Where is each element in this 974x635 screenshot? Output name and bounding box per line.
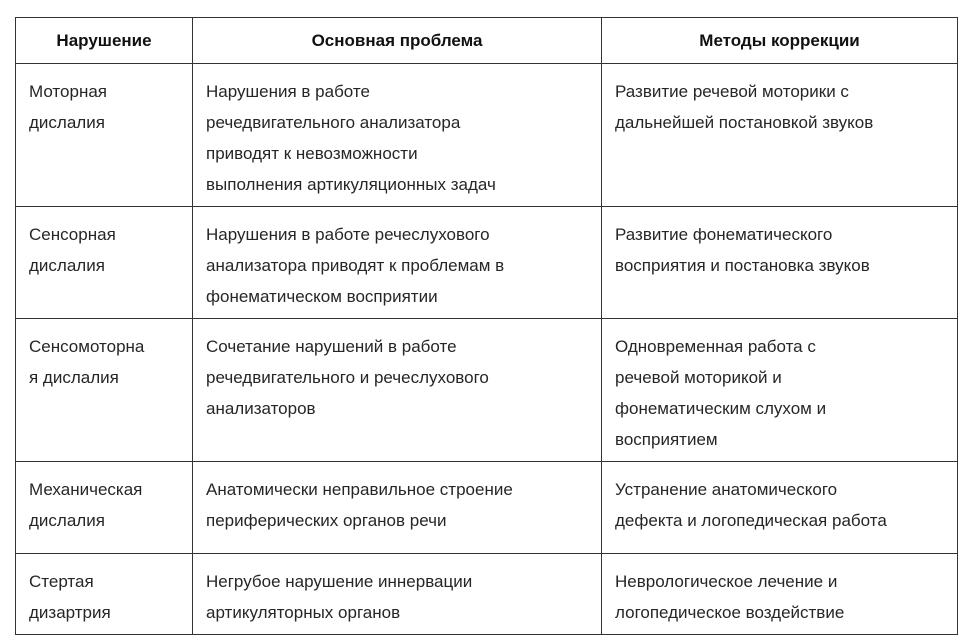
problem-cell: [193, 207, 602, 319]
cell-line: дефекта и логопедическая работа: [615, 511, 887, 530]
cell-line: речевой моторикой и: [615, 368, 782, 387]
cell-line: Механическая: [29, 480, 143, 499]
cell-line: Анатомически неправильное строение: [206, 480, 513, 499]
cell-line: дислалия: [29, 256, 105, 275]
cell-line: восприятия и постановка звуков: [615, 256, 870, 275]
cell-line: дальнейшей постановкой звуков: [615, 113, 874, 132]
cell-line: Нарушения в работе: [206, 82, 370, 101]
methods-cell: [602, 64, 958, 207]
disorder-cell: [16, 554, 193, 635]
table-row: [16, 554, 958, 635]
table-row: [16, 207, 958, 319]
cell-line: фонематическом восприятии: [206, 287, 438, 306]
methods-cell: [602, 207, 958, 319]
problem-cell: [193, 64, 602, 207]
table-row: [16, 462, 958, 554]
cell-line: дислалия: [29, 113, 105, 132]
disorder-cell: [16, 462, 193, 554]
header-correction-methods: Методы коррекции: [602, 18, 958, 64]
cell-line: восприятием: [615, 430, 718, 449]
table-row: [16, 319, 958, 462]
header-disorder: Нарушение: [16, 18, 193, 64]
problem-cell: [193, 319, 602, 462]
methods-cell: [602, 554, 958, 635]
cell-line: артикуляторных органов: [206, 603, 401, 622]
disorder-cell: [16, 207, 193, 319]
cell-line: Сенсомоторна: [29, 337, 145, 356]
cell-line: логопедическое воздействие: [615, 603, 845, 622]
cell-line: Сенсорная: [29, 225, 116, 244]
cell-line: фонематическим слухом и: [615, 399, 827, 418]
cell-line: выполнения артикуляционных задач: [206, 175, 496, 194]
methods-cell: [602, 462, 958, 554]
cell-line: Сочетание нарушений в работе: [206, 337, 457, 356]
header-row: [16, 18, 958, 64]
cell-line: речедвигательного анализатора: [206, 113, 461, 132]
cell-line: Негрубое нарушение иннервации: [206, 572, 473, 591]
cell-line: дислалия: [29, 511, 105, 530]
problem-cell: [193, 554, 602, 635]
cell-line: Нарушения в работе речеслухового: [206, 225, 490, 244]
cell-line: приводят к невозможности: [206, 144, 418, 163]
cell-line: анализатора приводят к проблемам в: [206, 256, 505, 275]
cell-line: Развитие речевой моторики с: [615, 82, 849, 101]
cell-line: Стертая: [29, 572, 94, 591]
disorder-cell: [16, 64, 193, 207]
table-row: [16, 64, 958, 207]
cell-line: я дислалия: [29, 368, 119, 387]
cell-line: Моторная: [29, 82, 107, 101]
header-main-problem: Основная проблема: [193, 18, 602, 64]
problem-cell: [193, 462, 602, 554]
cell-line: Одновременная работа с: [615, 337, 816, 356]
cell-line: дизартрия: [29, 603, 111, 622]
cell-line: периферических органов речи: [206, 511, 447, 530]
disorder-cell: [16, 319, 193, 462]
cell-line: речедвигательного и речеслухового: [206, 368, 489, 387]
correction-methods-table: [15, 17, 958, 635]
cell-line: Устранение анатомического: [615, 480, 838, 499]
methods-cell: [602, 319, 958, 462]
cell-line: Неврологическое лечение и: [615, 572, 838, 591]
cell-line: Развитие фонематического: [615, 225, 833, 244]
cell-line: анализаторов: [206, 399, 316, 418]
